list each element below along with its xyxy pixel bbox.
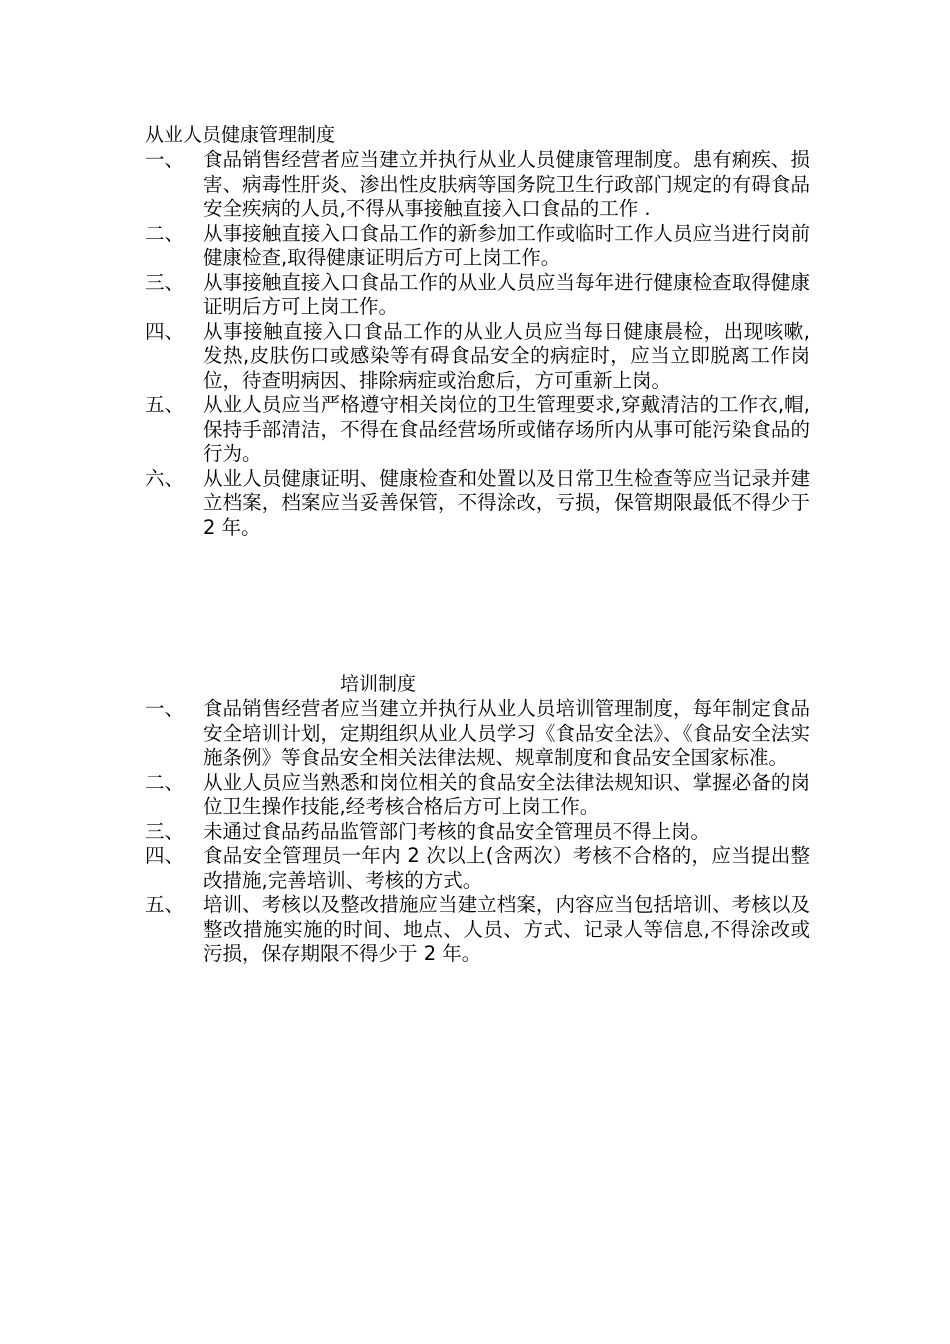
item-text: 从事接触直接入口食品工作的从业人员应当每年进行健康检查取得健康证明后方可上岗工作。 [203,270,810,318]
item-number: 一、 [145,697,185,720]
rules-list [145,697,810,967]
list-item [145,393,810,467]
item-text: 从业人员应当严格遵守相关岗位的卫生管理要求,穿戴清洁的工作衣,帽,保持手部清洁，不得在食品经营场所或储存场所内从事可能污染食品的行为。 [203,393,810,465]
item-text: 未通过食品药品监管部门考核的食品安全管理员不得上岗。 [203,819,711,843]
item-number: 三、 [145,270,185,294]
health-management-section [145,122,810,540]
item-text: 食品销售经营者应当建立并执行从业人员健康管理制度。患有痢疾、损害、病毒性肝炎、渗出性皮肤病等国务院卫生行政部门规定的有碍食品安全疾病的人员,不得从事接触直接入口食品的工作 . [203,148,810,220]
list-item [145,271,810,320]
item-text: 从事接触直接入口食品工作的从业人员应当每日健康晨检，出现咳嗽,发热,皮肤伤口或感染等有碍食品安全的病症时，应当立即脱离工作岗位，待查明病因、排除病症或治愈后，方可重新上岗。 [203,319,810,392]
item-text: 食品销售经营者应当建立并执行从业人员培训管理制度，每年制定食品安全培训计划，定期组织从业人员学习《食品安全法》、《食品安全法实施条例》等食品安全相关法律法规、规章制度和食品安全国家标准。 [203,697,810,769]
item-text: 从业人员健康证明、健康检查和处置以及日常卫生检查等应当记录并建立档案，档案应当妥善保管，不得涂改，亏损，保管期限最低不得少于 2 年。 [203,466,810,539]
item-number: 二、 [145,221,185,245]
list-item [145,844,810,893]
item-number: 二、 [145,770,185,794]
item-number: 六、 [145,466,185,490]
list-item [145,771,810,820]
list-item [145,148,810,222]
item-text: 从事接触直接入口食品工作的新参加工作或临时工作人员应当进行岗前健康检查,取得健康证明后方可上岗工作。 [203,221,810,269]
item-text: 从业人员应当熟悉和岗位相关的食品安全法律法规知识、掌握必备的岗位卫生操作技能,经考核合格后方可上岗工作。 [203,770,810,818]
list-item [145,893,810,967]
item-number: 一、 [145,148,185,171]
section-title: 从业人员健康管理制度 [145,124,336,146]
rules-list [145,148,810,540]
list-item [145,222,810,271]
list-item [145,820,810,845]
item-text: 培训、考核以及整改措施应当建立档案，内容应当包括培训、考核以及整改措施实施的时间、地点、人员、方式、记录人等信息,不得涂改或污损，保存期限不得少于 2 年。 [203,893,810,965]
list-item [145,697,810,771]
item-number: 五、 [145,393,185,416]
item-number: 三、 [145,819,185,843]
item-number: 四、 [145,844,185,867]
list-item [145,467,810,541]
item-number: 五、 [145,893,185,916]
training-section [145,671,810,967]
item-number: 四、 [145,319,185,343]
item-text: 食品安全管理员一年内 2 次以上(含两次）考核不合格的，应当提出整改措施,完善培训、考核的方式。 [203,844,810,892]
section-title: 培训制度 [340,673,417,695]
list-item [145,320,810,394]
